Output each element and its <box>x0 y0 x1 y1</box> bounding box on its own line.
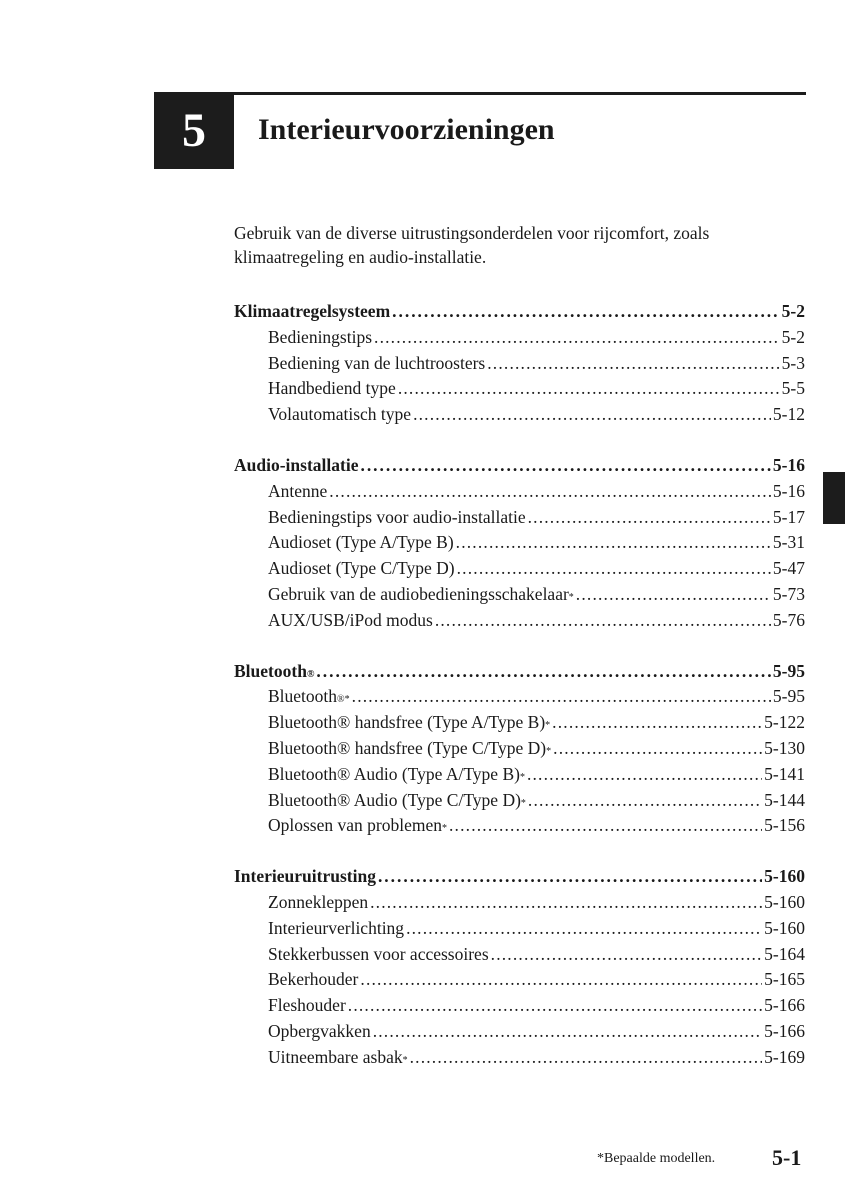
dot-leader <box>410 1045 763 1071</box>
toc-entry[interactable] <box>234 942 805 968</box>
toc-entry[interactable]: Gebruik van de audiobedieningsschakelaar * . . . 5-73 <box>234 582 805 608</box>
dot-leader <box>457 556 771 582</box>
toc-entry-label: Zonnekleppen <box>268 891 369 912</box>
table-of-contents <box>234 299 805 1096</box>
dot-leader <box>527 762 762 788</box>
chapter-side-tab <box>823 472 845 524</box>
dot-leader <box>435 608 771 634</box>
toc-entry[interactable] <box>234 1019 805 1045</box>
toc-page-number: 5-169 <box>764 1046 805 1067</box>
dot-leader <box>392 299 780 325</box>
toc-section <box>234 453 805 634</box>
toc-page-number: 5-76 <box>772 609 805 630</box>
toc-entry[interactable] <box>234 530 805 556</box>
dot-leader <box>352 684 771 710</box>
chapter-number: 5 <box>182 104 206 157</box>
toc-page-number: 5-160 <box>764 917 805 938</box>
dot-leader <box>528 505 771 531</box>
toc-page-number: 5-73 <box>772 583 805 604</box>
toc-page-number: 5-12 <box>772 404 805 425</box>
dot-leader <box>449 813 762 839</box>
dot-leader <box>360 967 762 993</box>
toc-page-number: 5-164 <box>764 943 805 964</box>
toc-page-number: 5-17 <box>772 506 805 527</box>
toc-page-number: 5-31 <box>772 532 805 553</box>
toc-entry-label: Klimaatregelsysteem <box>234 301 391 321</box>
toc-page-number: 5-144 <box>764 789 805 810</box>
toc-entry-label: Bluetooth <box>268 686 338 707</box>
dot-leader <box>378 864 762 890</box>
toc-entry-label: Bekerhouder <box>268 969 359 990</box>
toc-page-number: 5-141 <box>764 763 805 784</box>
toc-entry-label: Stekkerbussen voor accessoires <box>268 943 489 964</box>
intro-paragraph: Gebruik van de diverse uitrustingsonderdelen voor rijcomfort, zoals klimaatregeling en audio-installatie. <box>234 223 710 267</box>
toc-page-number: 5-156 <box>764 815 805 836</box>
toc-page-number: 5-47 <box>772 558 805 579</box>
toc-entry[interactable] <box>234 967 805 993</box>
chapter-header-rule <box>234 92 806 95</box>
toc-section <box>234 659 805 840</box>
toc-entry-label: Bluetooth® Audio (Type C/Type D) <box>268 789 521 810</box>
toc-page-number: 5-130 <box>764 737 805 758</box>
dot-leader <box>316 659 771 685</box>
toc-entry-label: Audioset (Type C/Type D) <box>268 558 455 579</box>
dot-leader <box>487 351 779 377</box>
dot-leader <box>373 1019 762 1045</box>
toc-entry-label: Bluetooth® handsfree (Type C/Type D) <box>268 737 547 758</box>
dot-leader <box>456 530 771 556</box>
toc-entry-label: Bediening van de luchtroosters <box>268 352 486 373</box>
toc-section-heading[interactable] <box>234 453 805 479</box>
toc-entry-label: Audioset (Type A/Type B) <box>268 532 454 553</box>
toc-page-number: 5-160 <box>764 866 805 887</box>
toc-page-number: 5-166 <box>764 995 805 1016</box>
dot-leader <box>406 916 762 942</box>
toc-entry-label: Bedieningstips voor audio-installatie <box>268 506 526 527</box>
toc-entry-label: Audio-installatie <box>234 454 359 475</box>
dot-leader <box>552 710 762 736</box>
toc-entry[interactable]: Bluetooth® handsfree (Type A/Type B) * . . . 5-122 <box>234 710 805 736</box>
toc-entry-label: Interieurverlichting <box>268 917 405 938</box>
toc-entry-label: Oplossen van problemen <box>268 815 442 836</box>
toc-page-number: 5-95 <box>772 686 805 707</box>
dot-leader <box>360 453 770 479</box>
toc-page-number: 5-16 <box>772 454 805 475</box>
dot-leader <box>329 479 771 505</box>
toc-section-heading[interactable] <box>234 299 805 325</box>
toc-entry-label: Bluetooth® handsfree (Type A/Type B) <box>268 712 546 733</box>
toc-entry[interactable] <box>234 505 805 531</box>
toc-entry[interactable]: Uitneembare asbak * . . . 5-169 <box>234 1045 805 1071</box>
toc-entry[interactable] <box>234 916 805 942</box>
toc-entry[interactable] <box>234 325 805 351</box>
toc-entry[interactable]: Bluetooth® Audio (Type A/Type B) * . . . 5-141 <box>234 762 805 788</box>
toc-page-number: 5-160 <box>764 891 805 912</box>
toc-page-number: 5-122 <box>764 712 805 733</box>
dot-leader <box>348 993 762 1019</box>
dot-leader <box>398 376 780 402</box>
footnote: *Bepaalde modellen. <box>597 1151 716 1166</box>
toc-page-number: 5-95 <box>772 660 805 681</box>
chapter-number-box <box>154 92 234 169</box>
toc-entry[interactable]: Oplossen van problemen * . . . 5-156 <box>234 813 805 839</box>
toc-entry-label: Bluetooth® Audio (Type A/Type B) <box>268 763 520 784</box>
toc-entry[interactable]: Bluetooth® Audio (Type C/Type D) * . . . 5-144 <box>234 788 805 814</box>
dot-leader <box>370 890 762 916</box>
toc-page-number: 5-2 <box>781 326 805 347</box>
toc-entry-label: Antenne <box>268 480 328 501</box>
toc-entry[interactable] <box>234 402 805 428</box>
toc-entry-label: Opbergvakken <box>268 1020 371 1041</box>
toc-entry-label: Bluetooth <box>234 660 307 681</box>
toc-entry-label: Fleshouder <box>268 995 346 1016</box>
toc-entry[interactable] <box>234 376 805 402</box>
toc-entry[interactable] <box>234 479 805 505</box>
toc-page-number: 5-3 <box>781 352 805 373</box>
chapter-title: Interieurvoorzieningen <box>258 113 555 146</box>
dot-leader <box>528 788 762 814</box>
toc-page-number: 5-16 <box>772 480 805 501</box>
toc-page-number: 5-166 <box>764 1020 805 1041</box>
toc-entry-label: Interieuruitrusting <box>234 866 376 887</box>
toc-entry-label: Bedieningstips <box>268 326 373 347</box>
toc-entry[interactable] <box>234 556 805 582</box>
toc-entry[interactable] <box>234 608 805 634</box>
toc-page-number: 5-165 <box>764 969 805 990</box>
dot-leader <box>374 325 780 351</box>
dot-leader <box>553 736 762 762</box>
page-number: 5-1 <box>772 1145 802 1170</box>
toc-entry-label: Uitneembare asbak <box>268 1046 403 1067</box>
dot-leader <box>491 942 763 968</box>
toc-entry[interactable] <box>234 993 805 1019</box>
toc-entry-label: AUX/USB/iPod modus <box>268 609 433 630</box>
toc-entry[interactable]: Bluetooth® handsfree (Type C/Type D) * . . . 5-130 <box>234 736 805 762</box>
toc-entry-label: Gebruik van de audiobedieningsschakelaar <box>268 583 569 604</box>
toc-entry-label: Volautomatisch type <box>268 404 412 425</box>
toc-page-number: 5-5 <box>781 378 805 399</box>
dot-leader <box>413 402 771 428</box>
dot-leader <box>576 582 771 608</box>
toc-section-heading[interactable] <box>234 864 805 890</box>
toc-section <box>234 299 805 428</box>
toc-entry-label: Handbediend type <box>268 378 396 399</box>
toc-entry[interactable] <box>234 351 805 377</box>
toc-entry[interactable]: Bluetooth ®* . . . 5-95 <box>234 684 805 710</box>
toc-page-number: 5-2 <box>781 301 805 321</box>
toc-entry[interactable] <box>234 890 805 916</box>
toc-section-heading[interactable]: Bluetooth ® . . . 5-95 <box>234 659 805 685</box>
toc-section <box>234 864 805 1070</box>
